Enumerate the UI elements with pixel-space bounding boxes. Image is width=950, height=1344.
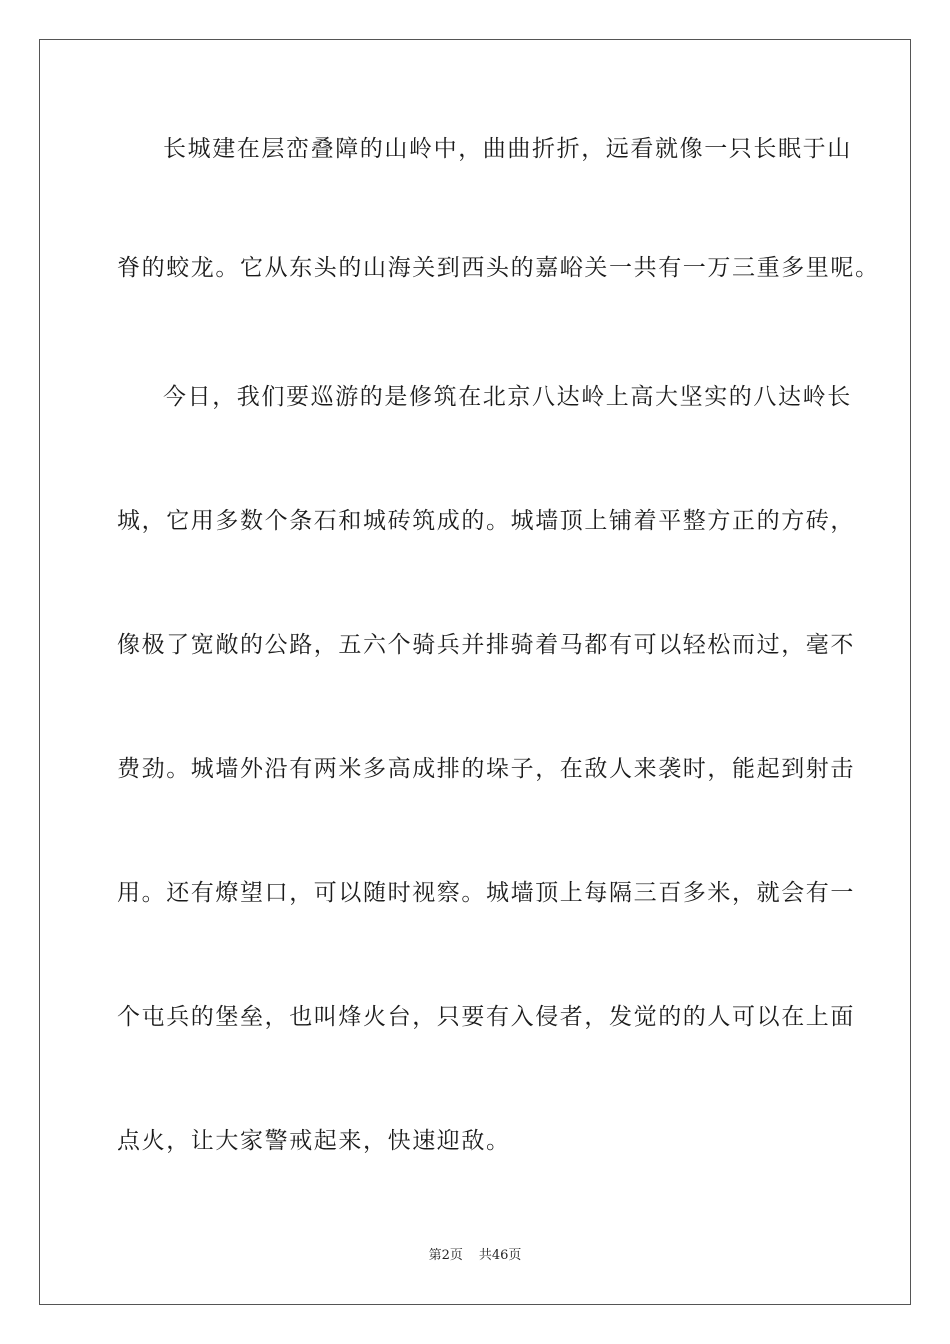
paragraph-line: 像极了宽敞的公路，五六个骑兵并排骑着马都有可以轻松而过，毫不	[117, 632, 855, 658]
paragraph-line: 点火，让大家警戒起来，快速迎敌。	[117, 1128, 511, 1154]
page-number: 第2页	[428, 1248, 463, 1263]
paragraph-line: 费劲。城墙外沿有两米多高成排的垛子，在敌人来袭时，能起到射击	[117, 756, 855, 782]
paragraph-line: 长城建在层峦叠障的山岭中，曲曲折折，远看就像一只长眠于山	[163, 136, 852, 162]
paragraph-line: 用。还有燎望口，可以随时视察。城墙顶上每隔三百多米，就会有一	[117, 880, 855, 906]
paragraph-line: 脊的蛟龙。它从东头的山海关到西头的嘉峪关一共有一万三重多里呢。	[117, 255, 880, 281]
paragraph-line: 城，它用多数个条石和城砖筑成的。城墙顶上铺着平整方正的方砖，	[117, 508, 855, 534]
page-border	[39, 39, 911, 1305]
page-footer	[0, 1244, 950, 1263]
paragraph-line: 今日，我们要巡游的是修筑在北京八达岭上高大坚实的八达岭长	[163, 384, 852, 410]
page-total: 共46页	[478, 1248, 522, 1263]
paragraph-line: 个屯兵的堡垒，也叫烽火台，只要有入侵者，发觉的的人可以在上面	[117, 1004, 855, 1030]
